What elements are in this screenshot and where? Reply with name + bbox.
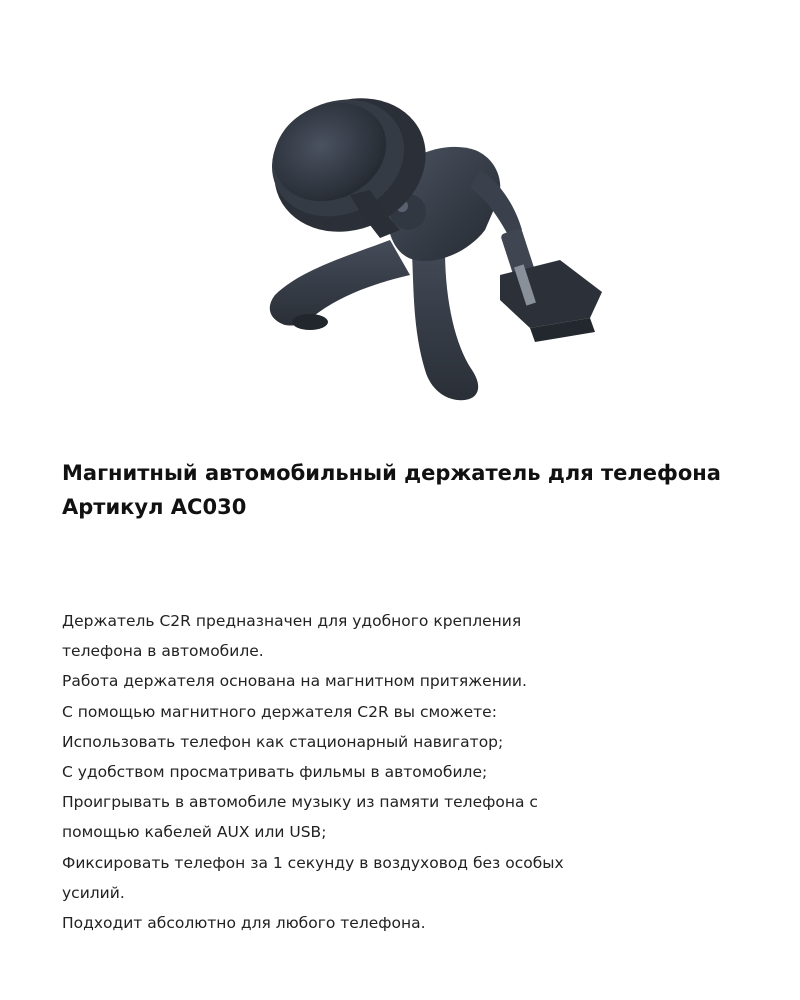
product-title-line-1: Магнитный автомобильный держатель для телефона [62, 461, 721, 485]
description-line: усилий. [62, 883, 125, 902]
description-line: С помощью магнитного держателя C2R вы сможете: [62, 702, 497, 721]
description-line: Подходит абсолютно для любого телефона. [62, 914, 426, 933]
product-description [62, 606, 702, 938]
description-line: Использовать телефон как стационарный навигатор; [62, 732, 504, 751]
product-article-number: Артикул АС030 [62, 495, 247, 519]
description-line: Фиксировать телефон за 1 секунду в воздуховод без особых [62, 853, 564, 872]
description-line: телефона в автомобиле. [62, 642, 264, 661]
product-title [62, 456, 762, 524]
description-line: Держатель C2R предназначен для удобного крепления [62, 612, 522, 630]
description-line: Работа держателя основана на магнитном притяжении. [62, 672, 527, 691]
description-line: Проигрывать в автомобиле музыку из памяти телефона с [62, 793, 538, 812]
product-image [230, 70, 620, 420]
description-line: помощью кабелей AUX или USB; [62, 823, 327, 842]
description-line: С удобством просматривать фильмы в автомобиле; [62, 763, 488, 782]
vent-clip [500, 228, 602, 342]
holder-left-leg [270, 240, 410, 330]
